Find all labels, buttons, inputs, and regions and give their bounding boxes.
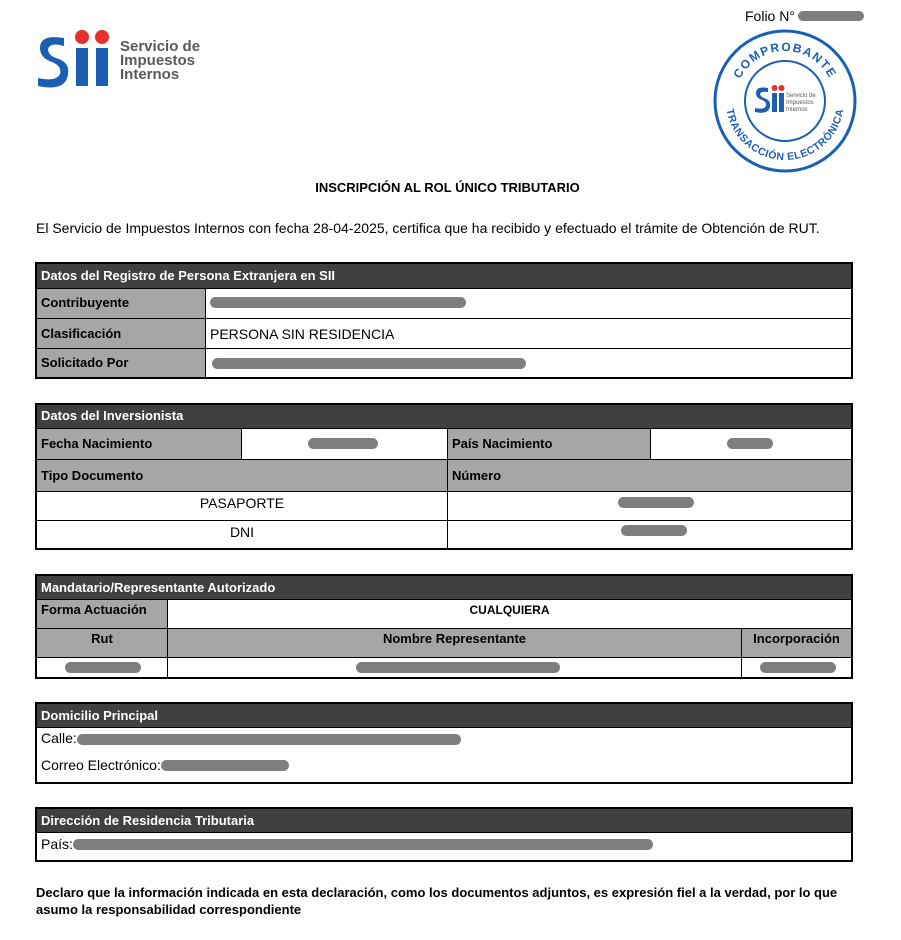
document-number-redacted [618,497,694,508]
correo-redacted [161,760,289,771]
fecha-nacimiento-redacted [308,438,378,449]
pais-residencia-label: País: [41,836,73,852]
solicitado-redacted [212,358,526,369]
page-title: INSCRIPCIÓN AL ROL ÚNICO TRIBUTARIO [315,180,580,195]
intro-text: El Servicio de Impuestos Internos con fecha 28-04-2025, certifica que ha recibido y efectuado el trámite de Obtención de RUT. [36,220,820,236]
pais-residencia-redacted [73,839,653,850]
nombre-representante-redacted [356,662,560,673]
registro-section [35,262,853,379]
nombre-representante-label: Nombre Representante [167,629,741,657]
pais-nacimiento-redacted [727,438,773,449]
incorporacion-redacted [760,662,836,673]
stamp-line3: Internos [786,107,808,113]
folio-number-redacted [798,11,864,21]
pais-nacimiento-label: País Nacimiento [447,429,650,459]
stamp-line2: Impuestos [786,100,814,106]
folio-label: Folio N° [745,8,795,24]
document-row [37,520,851,548]
mandatario-section [35,574,853,679]
forma-actuacion-value: CUALQUIERA [167,600,851,628]
incorporacion-label: Incorporación [741,629,851,657]
tipo-documento-label: Tipo Documento [37,460,447,491]
contribuyente-label: Contribuyente [37,289,205,318]
correo-label: Correo Electrónico: [41,757,161,773]
comprobante-stamp [712,28,858,174]
contribuyente-redacted [210,297,466,308]
fecha-nacimiento-label: Fecha Nacimiento [37,429,241,459]
document-row [37,491,851,520]
document-type: DNI [229,524,255,540]
inversionista-header: Datos del Inversionista [37,405,851,428]
clasificacion-label: Clasificación [37,319,205,348]
sii-logo-text: Servicio de Impuestos Internos [120,38,201,83]
forma-actuacion-label: Forma Actuación [37,600,167,628]
inversionista-section [35,403,853,550]
registro-header: Datos del Registro de Persona Extranjera en SII [37,264,851,288]
declaration-text: Declaro que la información indicada en esta declaración, como los documentos adjuntos, es expresión fiel a la verdad, por lo que asumo la responsabilidad correspondiente [36,885,838,917]
residencia-section [35,807,853,862]
calle-label: Calle: [41,730,77,746]
calle-redacted [77,734,461,745]
document-number-redacted [621,525,687,536]
domicilio-section [35,702,853,784]
clasificacion-value: PERSONA SIN RESIDENCIA [205,319,851,348]
sii-logo-mark [36,26,116,90]
stamp-top-text: COMPROBANTE [730,39,840,81]
domicilio-header: Domicilio Principal [37,704,851,727]
numero-label: Número [447,460,851,491]
stamp-line1: Servicio de [786,93,816,99]
mandatario-header: Mandatario/Representante Autorizado [37,576,851,599]
stamp-bottom-text: TRANSACCIÓN ELECTRÓNICA [723,107,847,164]
solicitado-label: Solicitado Por [37,349,205,377]
residencia-header: Dirección de Residencia Tributaria [37,809,851,832]
document-type: PASAPORTE [199,495,285,511]
rut-redacted [65,662,141,673]
rut-label: Rut [37,629,167,657]
